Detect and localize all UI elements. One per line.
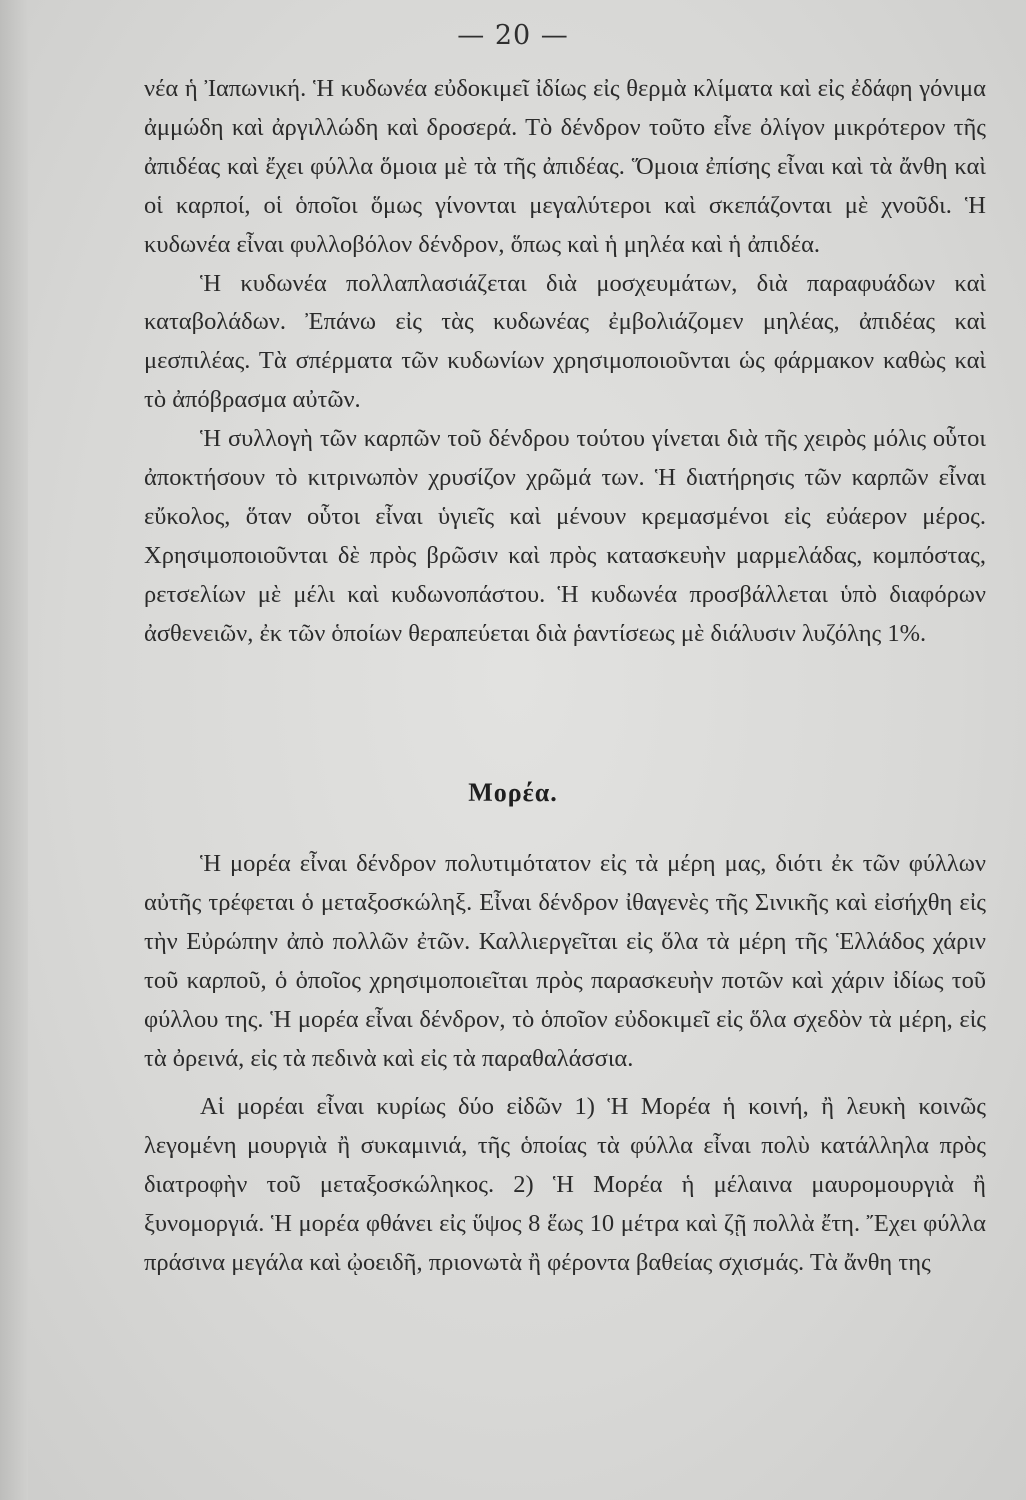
paragraph-propagation: Ἡ κυδωνέα πολλαπλασιάζεται διὰ μοσχευμάτων, διὰ παραφυάδων καὶ καταβολάδων. Ἐπάνω εἰς τὰς κυδωνέας ἐμβολιάζομεν μηλέας, ἀπιδέας καὶ μεσπιλέας. Τὰ σπέρματα τῶν κυδωνίων χρησιμοποιοῦνται ὡς φάρμακον καθὼς καὶ τὸ ἀπόβρασμα αὐτῶν. xyxy=(144,269,986,414)
paragraph-continuation: νέα ἡ Ἰαπωνική. Ἡ κυδωνέα εὐδοκιμεῖ ἰδίως εἰς θερμὰ κλίματα καὶ εἰς ἐδάφη γόνιμα ἀμμώδη καὶ ἀργιλλώδη καὶ δροσερά. Τὸ δένδρον τοῦτο εἶνε ὀλίγον μικρότερον τῆς ἀπιδέας καὶ ἔχει φύλλα ὅμοια μὲ τὰ τῆς ἀπιδέας. Ὅμοια ἐπίσης εἶναι καὶ τὰ ἄνθη καὶ οἱ καρποί, οἱ ὁποῖοι ὅμως γίνονται μεγαλύτεροι καὶ σκεπάζονται μὲ χνοῦδι. Ἡ κυδωνέα εἶναι φυλλοβόλον δένδρον, ὅπως καὶ ἡ μηλέα καὶ ἡ ἀπιδέα. xyxy=(144,75,986,258)
paragraph-mulberry-intro: Ἡ μορέα εἶναι δένδρον πολυτιμότατον εἰς τὰ μέρη μας, διότι ἐκ τῶν φύλλων αὐτῆς τρέφεται ὁ μεταξοσκώληξ. Εἶναι δένδρον ἰθαγενὲς τῆς Σινικῆς καὶ εἰσήχθη εἰς τὴν Εὐρώπην ἀπὸ πολλῶν ἐτῶν. Καλλιεργεῖται εἰς ὅλα τὰ μέρη τῆς Ἑλλάδος χάριν τοῦ καρποῦ, ὁ ὁποῖος χρησιμοποιεῖται πρὸς παρασκευὴν ποτῶν καὶ χάριν ἰδίως τοῦ φύλλου της. Ἡ μορέα εἶναι δένδρον, τὸ ὁποῖον εὐδοκιμεῖ εἰς ὅλα σχεδὸν τὰ μέρη, εἰς τὰ ὀρεινά, εἰς τὰ πεδινὰ καὶ εἰς τὰ παραθαλάσσια. xyxy=(144,850,986,1072)
paragraph-mulberry-species: Αἱ μορέαι εἶναι κυρίως δύο εἰδῶν 1) Ἡ Μορέα ἡ κοινή, ἢ λευκὴ κοινῶς λεγομένη μουργιὰ ἢ συκαμινιά, τῆς ὁποίας τὰ φύλλα εἶναι πολὺ κατάλληλα πρὸς διατροφὴν τοῦ μεταξοσκώληκος. 2) Ἡ Μορέα ἡ μέλαινα μαυρομουργιὰ ἢ ξυνομοργιά. Ἡ μορέα φθάνει εἰς ὕψος 8 ἕως 10 μέτρα καὶ ζῇ πολλὰ ἔτη. Ἔχει φύλλα πράσινα μεγάλα καὶ ᾠοειδῆ, πριονωτὰ ἢ φέροντα βαθείας σχισμάς. Τὰ ἄνθη της xyxy=(144,1093,986,1277)
paragraph-harvest: Ἡ συλλογὴ τῶν καρπῶν τοῦ δένδρου τούτου γίνεται διὰ τῆς χειρὸς μόλις οὗτοι ἀποκτήσουν τὸ κιτρινωπὸν χρυσίζον χρῶμά των. Ἡ διατήρησις τῶν καρπῶν εἶναι εὔκολος, ὅταν οὗτοι εἶναι ὑγιεῖς καὶ μένουν κρεμασμένοι εἰς εὐάερον μέρος. Χρησιμοποιοῦνται δὲ πρὸς βρῶσιν καὶ πρὸς κατασκευὴν μαρμελάδας, κομπόστας, ρετσελίων μὲ μέλι καὶ κυδωνοπάστου. Ἡ κυδωνέα προσβάλλεται ὑπὸ διαφόρων ἀσθενειῶν, ἐκ τῶν ὁποίων θεραπεύεται διὰ ῥαντίσεως μὲ διάλυσιν λυζόλης 1%. xyxy=(144,425,986,647)
mulberry-section-text xyxy=(144,845,986,1283)
quince-section-text xyxy=(144,70,986,654)
page-spine-shadow xyxy=(0,0,28,1500)
page-number: — 20 — xyxy=(457,20,569,51)
section-heading-morea: Μορέα. xyxy=(468,778,558,807)
